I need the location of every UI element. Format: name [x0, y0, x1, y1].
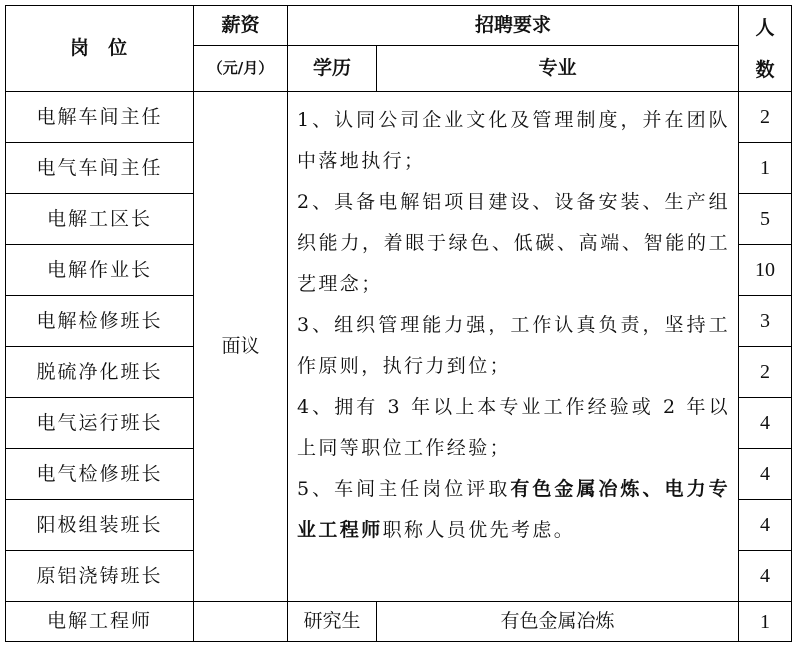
- count-cell: 1: [739, 602, 792, 642]
- education-cell: 研究生: [288, 602, 377, 642]
- count-cell: 4: [739, 551, 792, 602]
- header-post: 岗 位: [6, 6, 194, 92]
- post-cell: 电气车间主任: [6, 143, 194, 194]
- header-education: 学历: [288, 46, 377, 92]
- count-cell: 4: [739, 398, 792, 449]
- requirement-item-4: 4、拥有 3 年以上本专业工作经验或 2 年以上同等职位工作经验；: [297, 396, 731, 459]
- post-cell: 电气检修班长: [6, 449, 194, 500]
- header-row-1: [6, 6, 792, 46]
- post-cell: 电解检修班长: [6, 296, 194, 347]
- count-cell: 2: [739, 347, 792, 398]
- requirement-5-bold: 有色金属冶炼、电力专业工程师: [297, 478, 730, 541]
- major-cell: 有色金属冶炼: [377, 602, 739, 642]
- requirement-5-prefix: 5、车间主任岗位评取: [297, 478, 511, 500]
- count-cell: 4: [739, 449, 792, 500]
- table-row-last: [6, 602, 792, 642]
- salary-cell-empty: [194, 602, 288, 642]
- header-requirements: 招聘要求: [288, 6, 739, 46]
- count-cell: 3: [739, 296, 792, 347]
- header-count-top: 人: [755, 16, 775, 39]
- post-cell: 电解作业长: [6, 245, 194, 296]
- requirement-item-2: 2、具备电解铝项目建设、设备安装、生产组织能力，着眼于绿色、低碳、高端、智能的工艺理念；: [297, 191, 731, 295]
- post-cell: 电气运行班长: [6, 398, 194, 449]
- table-row: [6, 92, 792, 143]
- header-count-bottom: 数: [755, 58, 775, 81]
- requirement-item-3: 3、组织管理能力强，工作认真负责，坚持工作原则，执行力到位；: [297, 314, 731, 377]
- requirement-item-5: [297, 469, 730, 551]
- salary-cell: 面议: [194, 92, 288, 602]
- count-cell: 4: [739, 500, 792, 551]
- header-salary-unit: （元/月）: [194, 46, 288, 92]
- requirements-cell: [288, 92, 739, 602]
- header-major: 专业: [377, 46, 739, 92]
- requirement-5-suffix: 职称人员优先考虑。: [382, 519, 576, 541]
- count-cell: 2: [739, 92, 792, 143]
- requirement-item-1: 1、认同公司企业文化及管理制度，并在团队中落地执行；: [297, 109, 731, 172]
- post-cell: 电解车间主任: [6, 92, 194, 143]
- header-count: [739, 6, 792, 92]
- count-cell: 10: [739, 245, 792, 296]
- post-cell: 电解工程师: [6, 602, 194, 642]
- post-cell: 电解工区长: [6, 194, 194, 245]
- count-cell: 1: [739, 143, 792, 194]
- recruitment-table: [5, 5, 792, 642]
- count-cell: 5: [739, 194, 792, 245]
- header-salary: 薪资: [194, 6, 288, 46]
- post-cell: 原铝浇铸班长: [6, 551, 194, 602]
- post-cell: 阳极组装班长: [6, 500, 194, 551]
- post-cell: 脱硫净化班长: [6, 347, 194, 398]
